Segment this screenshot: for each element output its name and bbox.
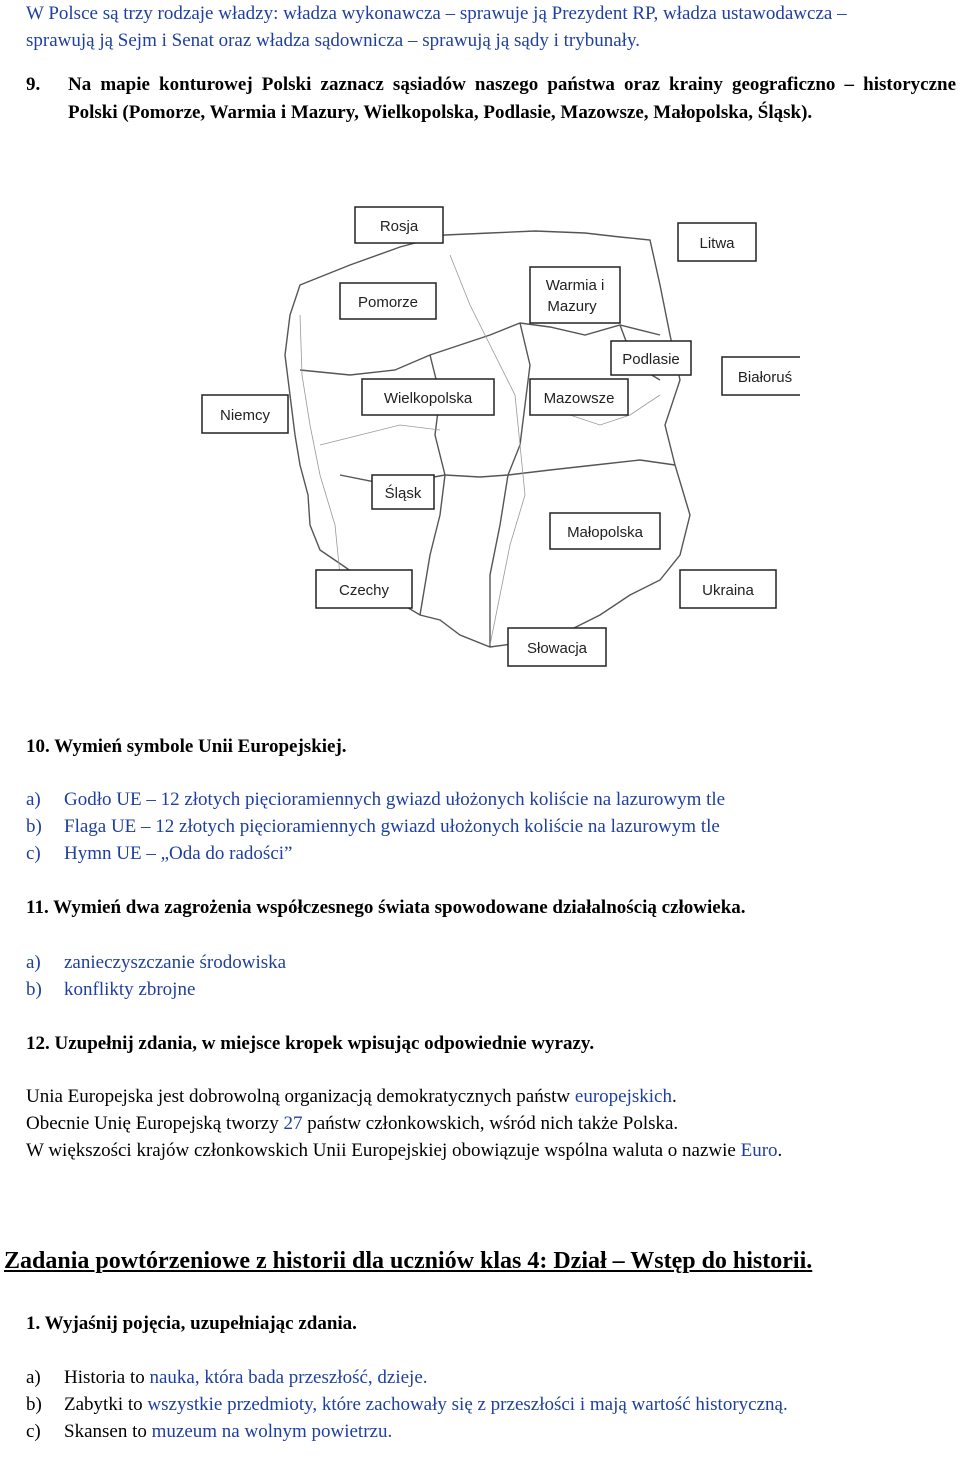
- sentence-2-end: państw członkowskich, wśród nich także Polska.: [302, 1113, 679, 1134]
- sentence-2: [26, 1110, 956, 1137]
- item-label: b): [26, 816, 42, 837]
- question-11-list: [26, 949, 956, 1003]
- item-label: c): [26, 843, 41, 864]
- label-wielkopolska: [362, 379, 494, 415]
- label-bialorus: [722, 357, 800, 395]
- sentence-3-end: .: [777, 1140, 783, 1161]
- item-answer: wszystkie przedmioty, które zachowały się z przeszłości i mają wartość historyczną.: [147, 1394, 788, 1415]
- label-niemcy: [202, 395, 288, 433]
- question-12-sentences: [26, 1083, 956, 1164]
- region-border-1: [300, 323, 660, 375]
- item-label: a): [26, 789, 41, 810]
- svg-text:Śląsk: Śląsk: [384, 485, 422, 502]
- list-item: [26, 1418, 956, 1445]
- question-11-heading: 11. Wymień dwa zagrożenia współczesnego świata spowodowane działalnością człowieka.: [26, 897, 746, 918]
- list-item: [26, 786, 956, 813]
- label-rosja: [355, 207, 443, 243]
- item-text: zanieczyszczanie środowiska: [64, 952, 287, 973]
- question-10-list: [26, 786, 956, 867]
- item-label: a): [26, 952, 41, 973]
- item-label: c): [26, 1421, 41, 1442]
- svg-text:Podlasie: Podlasie: [622, 351, 680, 368]
- label-podlasie: [611, 341, 691, 375]
- region-border-5: [445, 475, 508, 477]
- list-item: [26, 813, 956, 840]
- poland-contour-map: [190, 195, 800, 675]
- svg-text:Czechy: Czechy: [338, 582, 390, 599]
- question-10-heading: 10. Wymień symbole Unii Europejskiej.: [26, 736, 347, 757]
- river-vistula: [450, 255, 525, 645]
- svg-text:Warmia i: Warmia i: [545, 277, 605, 294]
- item-text: Historia to: [64, 1367, 150, 1388]
- label-slowacja: [508, 628, 606, 666]
- svg-text:Słowacja: Słowacja: [526, 640, 588, 657]
- region-border-4: [508, 460, 675, 475]
- sentence-2-answer: 27: [283, 1113, 303, 1134]
- svg-text:Małopolska: Małopolska: [567, 524, 643, 541]
- question-12-heading: 12. Uzupełnij zdania, w miejsce kropek wpisując odpowiednie wyrazy.: [26, 1033, 595, 1054]
- item-text: Hymn UE – „Oda do radości”: [64, 843, 293, 864]
- sentence-3: [26, 1137, 956, 1164]
- label-pomorze: [340, 283, 436, 319]
- label-mazowsze: [530, 379, 628, 415]
- item-answer: nauka, która bada przeszłość, dzieje.: [149, 1367, 428, 1388]
- item-text: Godło UE – 12 złotych pięcioramiennych gwiazd ułożonych koliście na lazurowym tle: [64, 789, 726, 810]
- sentence-1-text: Unia Europejska jest dobrowolną organizacją demokratycznych państw: [26, 1086, 575, 1107]
- label-warmia: [530, 267, 620, 323]
- svg-text:Wielkopolska: Wielkopolska: [383, 390, 473, 407]
- intro-line-2: sprawują ją Sejm i Senat oraz władza sądownicza – sprawują ją sądy i trybunały.: [26, 30, 640, 51]
- question-9: [26, 71, 956, 127]
- region-border-3: [508, 323, 530, 475]
- label-slask: [372, 475, 434, 509]
- item-text: konflikty zbrojne: [64, 979, 196, 1000]
- list-item: [26, 1364, 956, 1391]
- item-text: Skansen to: [64, 1421, 152, 1442]
- svg-text:Ukraina: Ukraina: [702, 582, 754, 599]
- sentence-3-answer: Euro: [740, 1140, 778, 1161]
- sentence-3-text: W większości krajów członkowskich Unii Europejskiej obowiązuje wspólna waluta o nazwie: [26, 1140, 741, 1161]
- list-item: [26, 949, 956, 976]
- sentence-1-answer: europejskich: [574, 1086, 672, 1107]
- svg-text:Mazury: Mazury: [547, 298, 597, 315]
- svg-text:Mazowsze: Mazowsze: [543, 390, 615, 407]
- sentence-2-text: Obecnie Unię Europejską tworzy: [26, 1113, 284, 1134]
- label-ukraina: [680, 570, 776, 608]
- svg-text:Niemcy: Niemcy: [219, 407, 271, 424]
- item-answer: muzeum na wolnym powietrzu.: [151, 1421, 393, 1442]
- item-label: a): [26, 1367, 41, 1388]
- region-border-8: [490, 475, 508, 647]
- svg-text:Białoruś: Białoruś: [737, 369, 793, 386]
- history-question-1-list: [26, 1364, 956, 1445]
- label-malopolska: [550, 513, 660, 549]
- section-title: Zadania powtórzeniowe z historii dla uczniów klas 4: Dział – Wstęp do historii.: [4, 1248, 813, 1274]
- question-9-number: 9.: [26, 74, 41, 95]
- item-text: Zabytki to: [64, 1394, 148, 1415]
- label-czechy: [316, 570, 412, 608]
- svg-text:Pomorze: Pomorze: [357, 294, 419, 311]
- svg-text:Litwa: Litwa: [699, 235, 735, 252]
- list-item: [26, 840, 956, 867]
- label-litwa: [678, 223, 756, 261]
- history-question-1-heading: 1. Wyjaśnij pojęcia, uzupełniając zdania.: [26, 1313, 357, 1334]
- list-item: [26, 1391, 956, 1418]
- sentence-1-end: .: [671, 1086, 677, 1107]
- list-item: [26, 976, 956, 1003]
- sentence-1: [26, 1083, 956, 1110]
- svg-text:Rosja: Rosja: [379, 218, 419, 235]
- question-9-text: Na mapie konturowej Polski zaznacz sąsiadów naszego państwa oraz krainy geograficzno – historyczne Polski (Pomorze, Warmia i Mazury, Wielkopolska, Podlasie, Mazowsze, Małopolska, Śląsk).: [68, 74, 956, 123]
- item-label: b): [26, 1394, 42, 1415]
- item-label: b): [26, 979, 42, 1000]
- intro-line-1: W Polsce są trzy rodzaje władzy: władza wykonawcza – sprawuje ją Prezydent RP, władza ustawodawcza –: [26, 3, 847, 24]
- item-text: Flaga UE – 12 złotych pięcioramiennych gwiazd ułożonych koliście na lazurowym tle: [64, 816, 720, 837]
- item-body: [64, 1391, 956, 1418]
- river-warta: [320, 425, 440, 445]
- intro-paragraph: [26, 0, 946, 54]
